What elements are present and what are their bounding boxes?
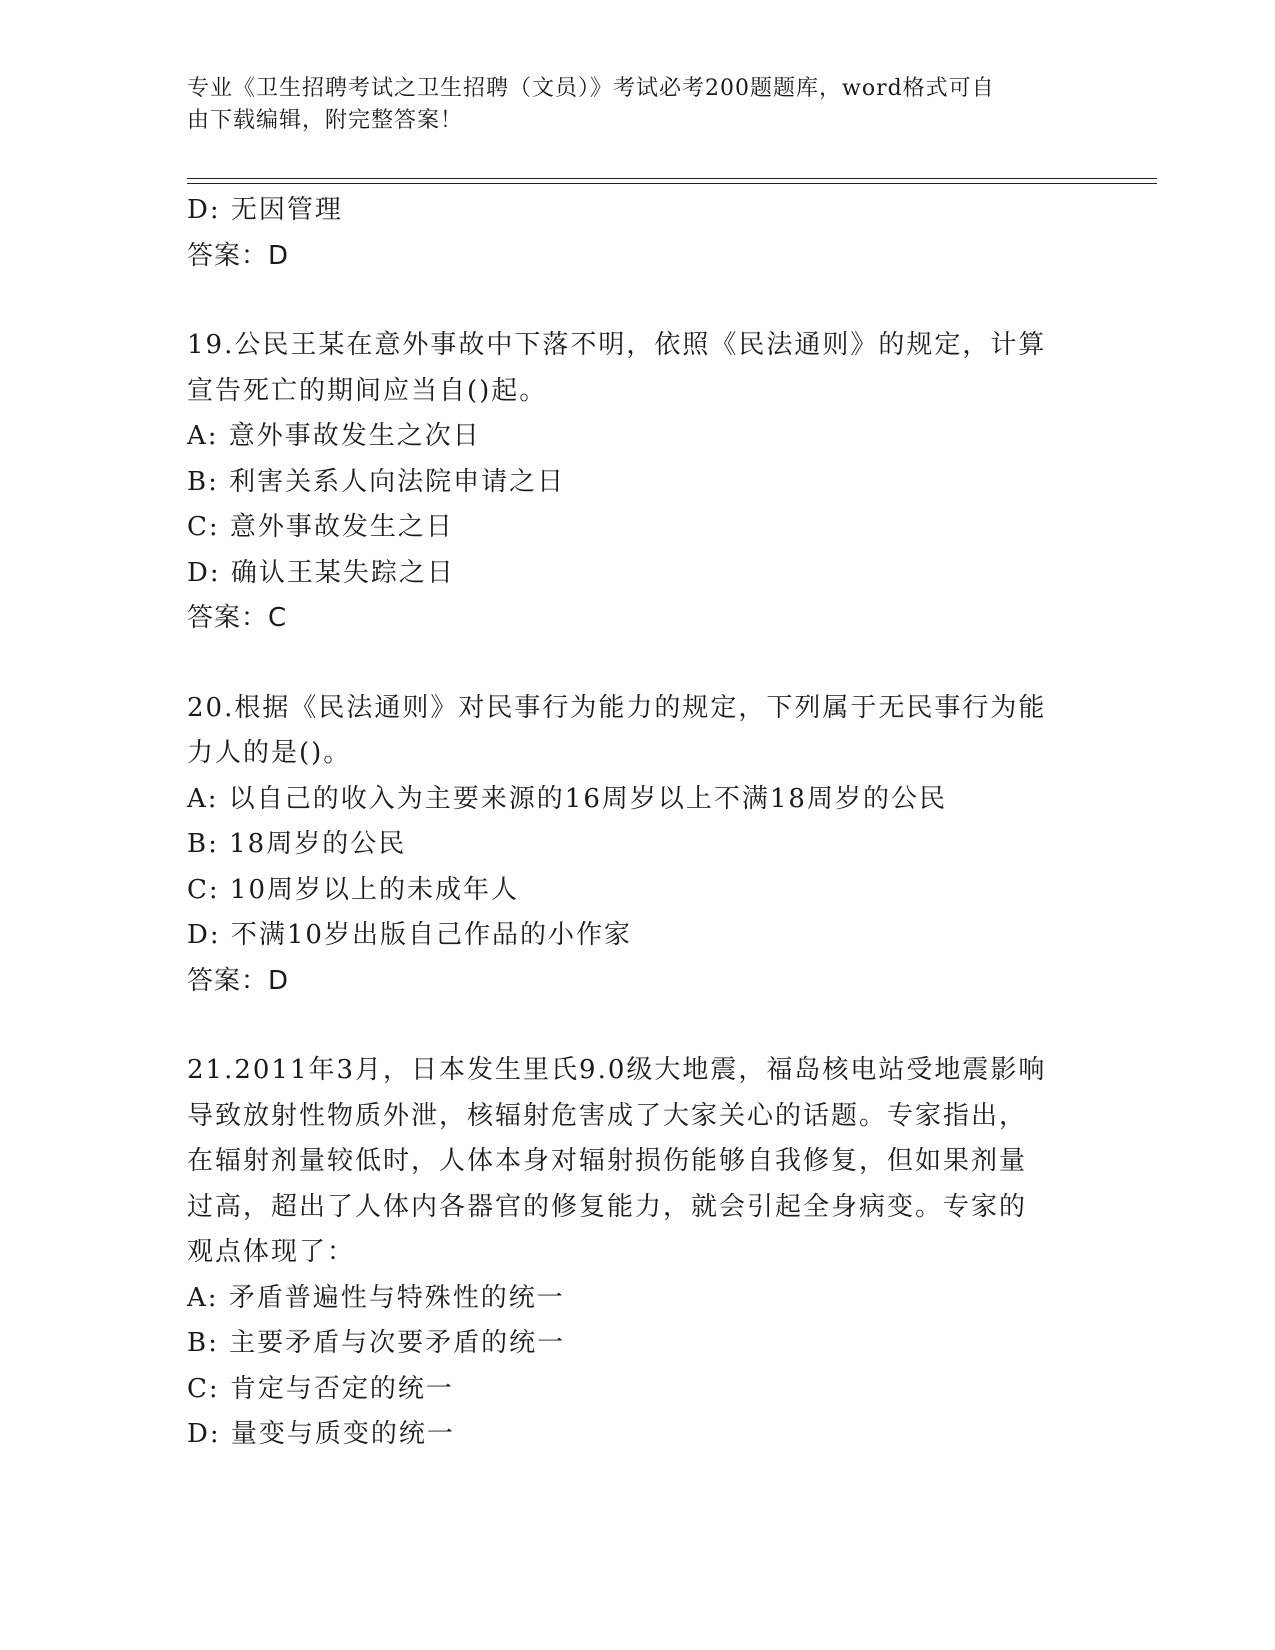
option-c: C: 意外事故发生之日 bbox=[187, 512, 454, 542]
option-b: B: 主要矛盾与次要矛盾的统一 bbox=[187, 1328, 566, 1358]
option-d: D: 确认王某失踪之日 bbox=[187, 557, 455, 588]
spacer bbox=[187, 642, 1087, 686]
option-c: C: 10周岁以上的未成年人 bbox=[187, 874, 520, 905]
question-18-tail bbox=[187, 188, 1087, 279]
option-c: C: 肯定与否定的统一 bbox=[187, 1373, 454, 1404]
question-stem: 在辐射剂量较低时，人体本身对辐射损伤能够自我修复，但如果剂量 bbox=[187, 1146, 1028, 1176]
question-20 bbox=[187, 686, 1087, 1005]
header-divider-top bbox=[187, 178, 1157, 179]
question-stem: 20.根据《民法通则》对民事行为能力的规定，下列属于无民事行为能 bbox=[187, 692, 1047, 723]
question-stem: 19.公民王某在意外事故中下落不明，依照《民法通则》的规定，计算 bbox=[187, 330, 1047, 360]
answer: 答案：D bbox=[187, 965, 290, 996]
answer: 答案：D bbox=[187, 240, 290, 271]
option-a: A: 以自己的收入为主要来源的16周岁以上不满18周岁的公民 bbox=[187, 783, 947, 814]
option-b: B: 利害关系人向法院申请之日 bbox=[187, 466, 566, 497]
question-stem: 导致放射性物质外泄，核辐射危害成了大家关心的话题。专家指出， bbox=[187, 1100, 1028, 1131]
answer: 答案：C bbox=[187, 603, 288, 633]
question-19 bbox=[187, 323, 1087, 642]
option-d: D: 无因管理 bbox=[187, 195, 343, 225]
question-content bbox=[187, 188, 1087, 1458]
spacer bbox=[187, 279, 1087, 323]
question-stem: 过高，超出了人体内各器官的修复能力，就会引起全身病变。专家的 bbox=[187, 1191, 1028, 1222]
option-a: A: 意外事故发生之次日 bbox=[187, 421, 481, 451]
option-b: B: 18周岁的公民 bbox=[187, 829, 407, 859]
header-line-1: 专业《卫生招聘考试之卫生招聘（文员）》考试必考200题题库，word格式可自 bbox=[187, 76, 995, 101]
option-a: A: 矛盾普遍性与特殊性的统一 bbox=[187, 1282, 565, 1313]
header-line-2: 由下载编辑，附完整答案！ bbox=[187, 108, 464, 133]
spacer bbox=[187, 1004, 1087, 1048]
option-d: D: 不满10岁出版自己作品的小作家 bbox=[187, 920, 632, 950]
question-stem: 宣告死亡的期间应当自()起。 bbox=[187, 375, 548, 406]
option-d: D: 量变与质变的统一 bbox=[187, 1419, 455, 1449]
question-stem: 力人的是()。 bbox=[187, 738, 352, 768]
question-stem: 观点体现了： bbox=[187, 1237, 356, 1267]
header-divider-bottom bbox=[187, 183, 1157, 184]
question-stem: 21.2011年3月，日本发生里氏9.0级大地震，福岛核电站受地震影响 bbox=[187, 1055, 1047, 1085]
document-header bbox=[187, 73, 1067, 137]
question-21 bbox=[187, 1048, 1087, 1458]
